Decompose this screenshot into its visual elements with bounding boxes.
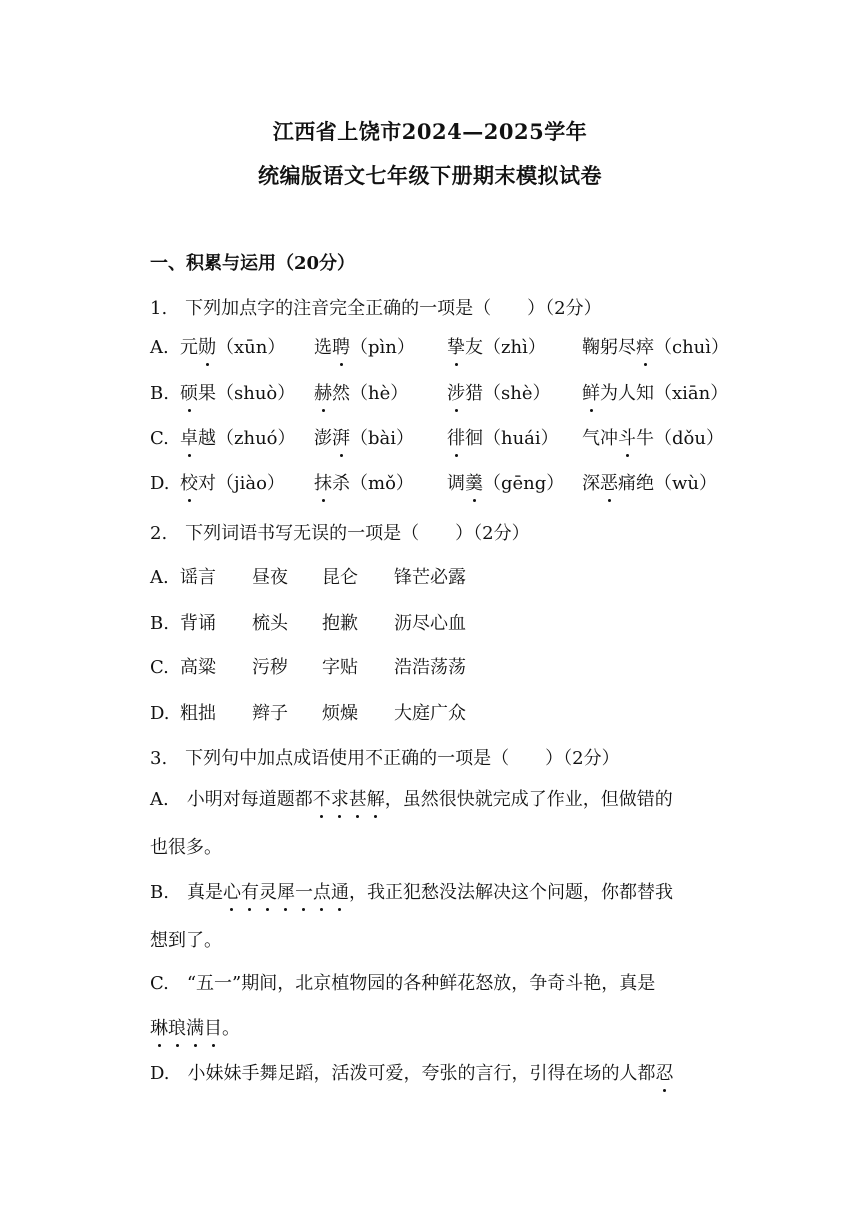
emphasis-char: 不 (312, 789, 331, 810)
word-item: 昼夜 (252, 567, 288, 588)
question-3-option-b-line2: 想到了。 (150, 930, 222, 951)
emphasis-char: 校 (180, 473, 198, 494)
option-label: B. (150, 383, 169, 404)
word-item: 梳头 (252, 613, 288, 634)
option-label: B. (150, 613, 169, 634)
pinyin-item: 调羹（gēng） (447, 473, 565, 494)
word-item: 抱歉 (322, 613, 358, 634)
emphasis-char: 赫 (314, 383, 332, 404)
emphasis-char: 心 (222, 882, 241, 903)
word-item: 浩浩荡荡 (394, 657, 466, 678)
emphasis-char: 忍 (655, 1063, 674, 1084)
emphasis-char: 涉 (447, 383, 465, 404)
question-3-option-a-line1: A. 小明对每道题都不求甚解，虽然很快就完成了作业，但做错的 (150, 789, 673, 810)
emphasis-char: 琅 (168, 1018, 186, 1039)
pinyin-item: 卓越（zhuó） (180, 428, 296, 449)
emphasis-char: 甚 (348, 789, 367, 810)
emphasis-char: 挚 (447, 337, 465, 358)
exam-title-line2: 统编版语文七年级下册期末模拟试卷 (258, 163, 602, 188)
option-label: C. (150, 428, 169, 449)
emphasis-char: 一 (294, 882, 313, 903)
word-item: 辫子 (252, 703, 288, 724)
word-item: 谣言 (180, 567, 216, 588)
question-3-option-c-line2: 琳琅满目。 (150, 1018, 240, 1039)
emphasis-char: 斗 (618, 428, 636, 449)
emphasis-char: 徘 (447, 428, 465, 449)
word-item: 锋芒必露 (394, 567, 466, 588)
word-item: 背诵 (180, 613, 216, 634)
emphasis-char: 羹 (465, 473, 483, 494)
emphasis-char: 湃 (332, 428, 350, 449)
pinyin-item: 涉猎（shè） (447, 383, 551, 404)
pinyin-item: 抹杀（mǒ） (314, 473, 414, 494)
emphasis-char: 硕 (180, 383, 198, 404)
pinyin-item: 元勋（xūn） (180, 337, 286, 358)
emphasis-char: 满 (186, 1018, 204, 1039)
word-item: 沥尽心血 (394, 613, 466, 634)
word-item: 粗拙 (180, 703, 216, 724)
dotted-idiom (150, 1018, 222, 1039)
dotted-idiom (313, 789, 385, 810)
pinyin-item: 深恶痛绝（wù） (582, 473, 717, 494)
pinyin-item: 校对（jiào） (180, 473, 285, 494)
emphasis-char: 恶 (600, 473, 618, 494)
emphasis-char: 聘 (332, 337, 350, 358)
emphasis-char: 有 (240, 882, 259, 903)
pinyin-item: 澎湃（bài） (314, 428, 415, 449)
emphasis-char: 瘁 (636, 337, 654, 358)
question-3-option-d-line1: D. 小妹妹手舞足蹈，活泼可爱，夸张的言行，引得在场的人都忍 (150, 1063, 674, 1084)
word-item: 烦燥 (322, 703, 358, 724)
option-label: A. (150, 337, 169, 358)
word-item: 昆仑 (322, 567, 358, 588)
emphasis-char: 琳 (150, 1018, 168, 1039)
pinyin-item: 鞠躬尽瘁（chuì） (582, 337, 730, 358)
emphasis-char: 通 (330, 882, 349, 903)
emphasis-char: 勋 (198, 337, 216, 358)
emphasis-char: 灵 (258, 882, 277, 903)
emphasis-char: 目 (204, 1018, 222, 1039)
word-item: 高粱 (180, 657, 216, 678)
question-3-option-b-line1: B. 真是心有灵犀一点通，我正犯愁没法解决这个问题，你都替我 (150, 882, 673, 903)
option-label: D. (150, 473, 170, 494)
pinyin-item: 鲜为人知（xiān） (582, 383, 729, 404)
pinyin-item: 挚友（zhì） (447, 337, 546, 358)
pinyin-item: 选聘（pìn） (314, 337, 415, 358)
pinyin-item: 赫然（hè） (314, 383, 409, 404)
section-heading: 一、积累与运用（20分） (150, 253, 356, 274)
pinyin-item: 徘徊（huái） (447, 428, 559, 449)
question-3-stem: 3. 下列句中加点成语使用不正确的一项是（ ）（2分） (150, 748, 620, 769)
pinyin-item: 硕果（shuò） (180, 383, 296, 404)
word-item: 污秽 (252, 657, 288, 678)
option-label: C. (150, 657, 169, 678)
emphasis-char: 犀 (276, 882, 295, 903)
question-1-stem: 1. 下列加点字的注音完全正确的一项是（ ）（2分） (150, 298, 602, 319)
emphasis-char: 点 (312, 882, 331, 903)
question-3-option-a-line2: 也很多。 (150, 837, 222, 858)
question-2-stem: 2. 下列词语书写无误的一项是（ ）（2分） (150, 523, 530, 544)
pinyin-item: 气冲斗牛（dǒu） (582, 428, 724, 449)
emphasis-char: 抹 (314, 473, 332, 494)
emphasis-char: 鲜 (582, 383, 600, 404)
emphasis-char: 解 (366, 789, 385, 810)
word-item: 大庭广众 (394, 703, 466, 724)
dotted-idiom (656, 1063, 674, 1084)
emphasis-char: 求 (330, 789, 349, 810)
exam-title-line1: 江西省上饶市2024—2025学年 (272, 119, 588, 144)
option-label: D. (150, 703, 170, 724)
option-label: A. (150, 567, 169, 588)
dotted-idiom (223, 882, 349, 903)
emphasis-char: 卓 (180, 428, 198, 449)
word-item: 字贴 (322, 657, 358, 678)
question-3-option-c-line1: C. “五一”期间，北京植物园的各种鲜花怒放，争奇斗艳，真是 (150, 973, 656, 994)
